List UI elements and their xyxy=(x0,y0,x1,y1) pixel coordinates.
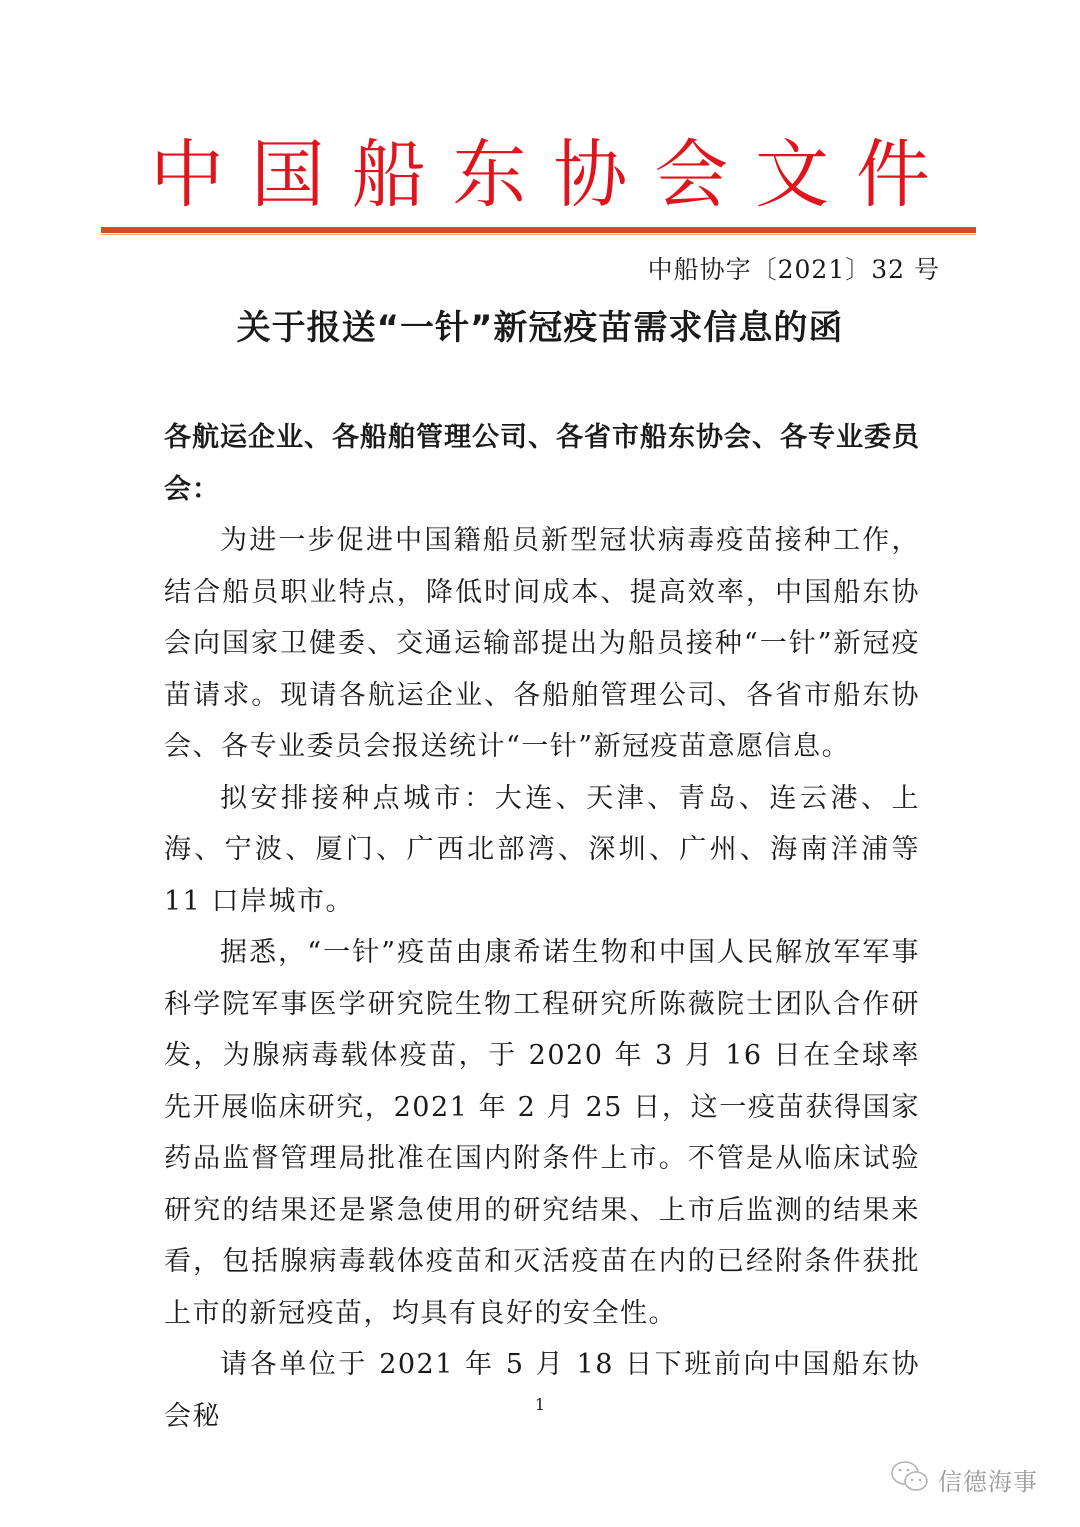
masthead-char: 件 xyxy=(855,132,930,218)
paragraph: 据悉，“一针”疫苗由康希诺生物和中国人民解放军军事科学院军事医学研究院生物工程研究所陈薇院士团队合作研发，为腺病毒载体疫苗，于 2020 年 3 月 16 日在全球率先开展临床研究，2021 年 2 月 25 日，这一疫苗获得国家药品监督管理局批准在国内附条件上市。不管是从临床试验研究的结果还是紧急使用的研究结果、上市后监测的结果来看，包括腺病毒载体疫苗和灭活疫苗在内的已经附条件获批上市的新冠疫苗，均具有良好的安全性。 xyxy=(164,937,920,1329)
masthead-char: 国 xyxy=(250,132,325,218)
masthead-char: 东 xyxy=(452,132,527,218)
masthead-char: 船 xyxy=(351,132,426,218)
masthead-title xyxy=(100,130,980,220)
masthead-char: 会 xyxy=(654,132,729,218)
paragraph: 为进一步促进中国籍船员新型冠状病毒疫苗接种工作，结合船员职业特点，降低时间成本、提高效率，中国船东协会向国家卫健委、交通运输部提出为船员接种“一针”新冠疫苗请求。现请各航运企业、各船舶管理公司、各省市船东协会、各专业委员会报送统计“一针”新冠疫苗意愿信息。 xyxy=(164,525,920,762)
document-number: 中船协字〔2021〕32 号 xyxy=(647,255,940,284)
salutation: 各航运企业、各船舶管理公司、各省市船东协会、各专业委员会： xyxy=(164,422,920,505)
paragraph: 请各单位于 2021 年 5 月 18 日下班前向中国船东协会秘 xyxy=(164,1349,920,1432)
masthead-char: 协 xyxy=(553,132,628,218)
watermark xyxy=(890,1460,1038,1498)
masthead-char: 文 xyxy=(755,132,830,218)
watermark-text: 信德海事 xyxy=(938,1467,1038,1496)
document-title: 关于报送“一针”新冠疫苗需求信息的函 xyxy=(236,308,844,348)
masthead-char: 中 xyxy=(150,132,224,218)
wechat-icon xyxy=(890,1460,930,1498)
red-divider-rule xyxy=(101,227,976,233)
document-body xyxy=(164,412,920,1442)
page-number: 1 xyxy=(534,1395,546,1414)
paragraph: 拟安排接种点城市：大连、天津、青岛、连云港、上海、宁波、厦门、广西北部湾、深圳、广州、海南洋浦等 11 口岸城市。 xyxy=(164,782,920,917)
